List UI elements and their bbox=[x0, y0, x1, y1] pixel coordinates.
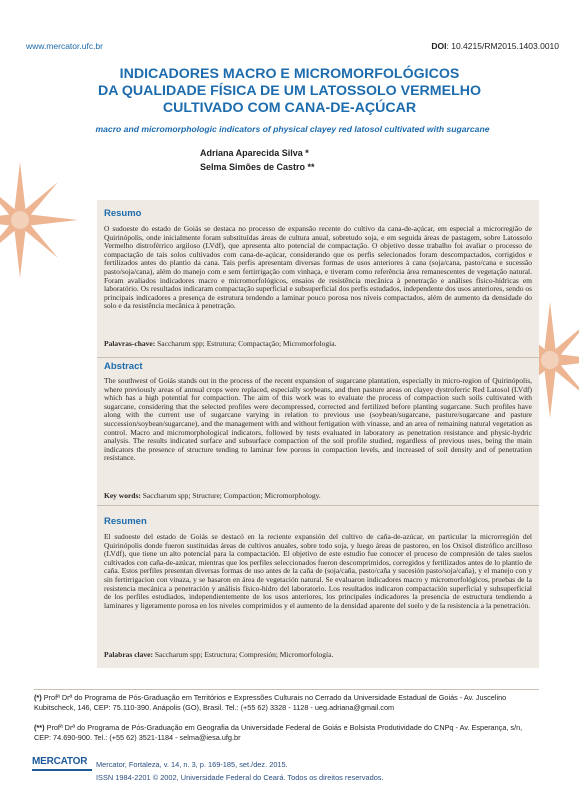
article-subtitle: macro and micromorphologic indicators of physical clayey red latosol cultivated with sugarcane bbox=[95, 124, 490, 134]
resumo-heading: Resumo bbox=[104, 208, 142, 219]
section-divider bbox=[97, 505, 539, 506]
footnote bbox=[34, 693, 534, 713]
mercator-logo bbox=[30, 750, 94, 780]
resumen-heading: Resumen bbox=[104, 516, 147, 527]
footnote-text: Profª Drª do Programa de Pós-Graduação em Geografia da Universidade Federal de Goiás e Bolsista Produtividade do CNPq - Av. Esperança, s/n, CEP: 74.690-900. Tel.: (+55 62) 3521-1184 - selma@iesa.ufg.br bbox=[34, 723, 523, 742]
resumo-keywords bbox=[104, 339, 532, 348]
doi-value[interactable]: : 10.4215/RM2015.1403.0010 bbox=[446, 41, 559, 51]
abstract-keywords bbox=[104, 491, 532, 500]
abstract-text: The southwest of Goiás stands out in the process of the recent expansion of sugarcane plantation, especially in micro-region of Quirinópolis, where previously areas of annual crops were replaced, especially soybeans, and then pasture areas on clayey dystroferric Red Latosol (LVdf) which has a high potential for compaction. The aim of this work was to evaluate the process of compaction such soils cultivated with sugarcane, considering that the selected profiles were decompressed, corrected and fertilized before planting sugarcane. Such profiles have along with the current use of sugarcane varying in relation to previous use (soybean/sugarcane, pasture/sugarcane and pasture succession/soybean/sugarcane), and the management with and without fertigation with vinasse, and an area of remaining natural vegetation as control. Macro and micromorphological indicators, followed by tests evaluated in laboratory as penetration resistance and physic-hydric analysis. The results indicated surface and subsurface compaction of the soil profile studied, regardless of previous uses, being the main indicators the presence of structure tending to laminar few porous in compaction levels, and increased of soil density and of penetration resistance. bbox=[104, 376, 532, 463]
author-name: Adriana Aparecida Silva * bbox=[200, 148, 309, 158]
keywords-text: Saccharum spp; Estrutura; Compactação; Micromorfologia. bbox=[155, 339, 337, 348]
keywords-text: Saccharum spp; Structure; Compaction; Micromorphology. bbox=[140, 491, 321, 500]
abstract-heading: Abstract bbox=[104, 361, 143, 372]
footnote-label: (*) bbox=[34, 693, 42, 702]
keywords-label: Palavras-chave: bbox=[104, 339, 156, 348]
journal-citation: Mercator, Fortaleza, v. 14, n. 3, p. 169-185, set./dez. 2015. bbox=[96, 760, 288, 769]
keywords-text: Saccharum spp; Estructura; Compresión; Micromorfología. bbox=[152, 650, 334, 659]
title-line: INDICADORES MACRO E MICROMORFOLÓGICOS bbox=[119, 66, 460, 82]
page-header bbox=[26, 41, 559, 55]
doi-label: DOI bbox=[431, 41, 447, 51]
resumen-keywords bbox=[104, 650, 532, 659]
footnote-text: Profª Drª do Programa de Pós-Graduação em Territórios e Expressões Culturais no Cerrado da Universidade Estadual de Goiás - Av. Juscelino Kubitscheck, 146, CEP: 75.110-390. Anápolis (GO), Brasil. Tel.: (+55 62) 3328 - 1128 - ueg.adriana@gmail.com bbox=[34, 693, 507, 712]
journal-issn: ISSN 1984-2201 © 2002, Universidade Federal do Ceará. Todos os direitos reservados. bbox=[96, 773, 384, 782]
resumo-text: O sudoeste do estado de Goiás se destaca no processo de expansão recente do cultivo da cana-de-açúcar, em especial a microrregião de Quirinópolis, onde inicialmente foram substituídas áreas de cultura anual, sobretudo soja, e em seguida áreas de pastagem, sobre Latossolo Vermelho distroférrico argiloso (LVdf), que apresenta alto potencial de compactação. O objetivo desse trabalho foi avaliar o processo de compactação de tais solos cultivados com cana-de-açúcar, considerando que os perfis selecionados foram descompactados, corrigidos e fertilizados antes do plantio da cana. Tais perfis apresentam diversas formas de usos anteriores à cana (soja/cana, pasto/cana e sucessão pasto/soja/cana), além do manejo com e sem fertirrigação com vinhaça, e tiveram como referência área remanescentes de vegetação natural. Foram avaliados indicadores macro e micromorfológicos, ensaios de resistência mecânica à penetração e análises físico-hídricas em laboratório. Os resultados indicaram compactação superficial e subsuperficial dos perfis estudados, independente dos usos anteriores, sendo os principais indicadores a presença de estrutura tendendo a laminar pouco porosa nos níveis compactados, além de aumento da densidade do solo e da resistência mecânica à penetração. bbox=[104, 224, 532, 311]
section-divider bbox=[97, 357, 539, 358]
title-line: DA QUALIDADE FÍSICA DE UM LATOSSOLO VERMELHO bbox=[97, 83, 482, 99]
keywords-label: Key words: bbox=[104, 491, 141, 500]
doi-text bbox=[431, 41, 559, 51]
logo-text: MERCATOR bbox=[32, 756, 88, 767]
footnote-divider bbox=[34, 689, 539, 690]
author-list bbox=[200, 146, 400, 174]
keywords-label: Palabras clave: bbox=[104, 650, 153, 659]
author-name: Selma Simões de Castro ** bbox=[200, 162, 315, 172]
logo-underline bbox=[32, 769, 92, 771]
footnote-label: (**) bbox=[34, 723, 45, 732]
journal-url-link[interactable]: www.mercator.ufc.br bbox=[26, 41, 103, 51]
compass-star-icon bbox=[0, 160, 80, 280]
footnote bbox=[34, 723, 534, 743]
article-title bbox=[60, 66, 519, 117]
resumen-text: El sudoeste del estado de Goiás se destacó en la reciente expansión del cultivo de caña-de-azúcar, en particular la microrregión del Quirinópolis donde fueron sustituidas áreas de cultivos anuales, sobre todo soja, y luego áreas de pastoreo, en los Oxisol distrófico arcilloso (LVdf), que tiene un alto potencial para la compactación. El objetivo de este estudio fue conocer el proceso de compresión de tales suelos cultivados con caña-de-azúcar, mientras que los perfiles seleccionados fueron descomprimidos, corregidos y fertilizados antes de lo plantío de caña. Estos perfiles presentan diversas formas de uso antes de la caña de (soja/caña, pasto/caña y sucesión pasto/soja/caña), y el manejo con y sin fertirrigacion con vinaza, y se basaron en área de vegetación natural. Se evaluaron indicadores macro y micromorfológicos, pruebas de la resistencia mecánica a penetración y análisis físico-hídro del laboratorio. Los resultados indicaron compactación superficial y subsuperficial de los perfiles estudiados, independientemente de los usos anteriores, los principales indicadores la presencia de estructura tendiendo a laminares y ligeramente porosa en los niveles comprimidos y el aumento de la densidad aparente del suelo y de la resistencia a la penetración. bbox=[104, 532, 532, 610]
title-line: CULTIVADO COM CANA-DE-AÇÚCAR bbox=[162, 100, 417, 116]
